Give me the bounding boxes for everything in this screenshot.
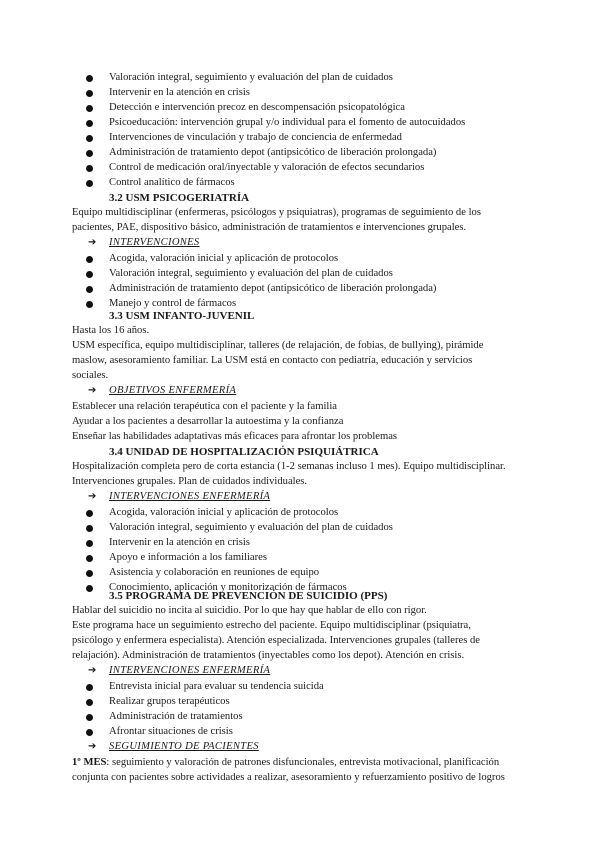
section-heading: 3.2 USM PSICOGERIATRÍA bbox=[109, 192, 250, 204]
paragraph-line: Este programa hace un seguimiento estrecho del paciente. Equipo multidisciplinar (psiquiatra, bbox=[72, 620, 471, 631]
subheading: INTERVENCIONES ENFERMERÍA bbox=[109, 665, 271, 676]
bullet-dot bbox=[86, 729, 93, 736]
bullet-dot bbox=[86, 271, 93, 278]
list-item: Control de medicación oral/inyectable y valoración de efectos secundarios bbox=[109, 162, 425, 173]
paragraph-line: Establecer una relación terapéutica con el paciente y la familia bbox=[72, 401, 337, 412]
list-item: Apoyo e información a los familiares bbox=[109, 552, 267, 563]
bullet-dot bbox=[86, 180, 93, 187]
subheading: OBJETIVOS ENFERMERÍA bbox=[109, 385, 237, 396]
list-item: Manejo y control de fármacos bbox=[109, 298, 237, 309]
subheading: INTERVENCIONES bbox=[109, 237, 200, 248]
subheading: INTERVENCIONES ENFERMERÍA bbox=[109, 491, 271, 502]
bullet-dot bbox=[86, 90, 93, 97]
list-item: Acogida, valoración inicial y aplicación de protocolos bbox=[109, 507, 339, 518]
list-item: Administración de tratamiento depot (antipsicótico de liberación prolongada) bbox=[109, 147, 437, 158]
bullet-dot bbox=[86, 525, 93, 532]
list-item: Administración de tratamiento depot (antipsicótico de liberación prolongada) bbox=[109, 283, 437, 294]
list-item: Valoración integral, seguimiento y evaluación del plan de cuidados bbox=[109, 72, 393, 83]
arrow-icon: ➔ bbox=[88, 665, 97, 676]
list-item: Acogida, valoración inicial y aplicación de protocolos bbox=[109, 253, 339, 264]
paragraph-line: Intervenciones grupales. Plan de cuidados individuales. bbox=[72, 476, 308, 487]
list-item: Intervenciones de vinculación y trabajo de conciencia de enfermedad bbox=[109, 132, 402, 143]
list-item: Detección e intervención precoz en descompensación psicopatológica bbox=[109, 102, 405, 113]
section-heading: 3.5 PROGRAMA DE PREVENCIÓN DE SUICIDIO (PPS) bbox=[109, 590, 388, 602]
paragraph-line: Hasta los 16 años. bbox=[72, 325, 150, 336]
list-item: Intervenir en la atención en crisis bbox=[109, 537, 250, 548]
paragraph-line: maslow, asesoramiento familiar. La USM está en contacto con pediatría, educación y servicios bbox=[72, 355, 473, 366]
bullet-dot bbox=[86, 570, 93, 577]
list-item: Control analítico de fármacos bbox=[109, 177, 235, 188]
paragraph-line: psicólogo y enfermera especialista). Atención especializada. Intervenciones grupales (talleres de bbox=[72, 635, 480, 646]
bullet-dot bbox=[86, 684, 93, 691]
bullet-dot bbox=[86, 699, 93, 706]
paragraph-line: Hablar del suicidio no incita al suicidio. Por lo que hay que hablar de ello con rigor. bbox=[72, 605, 427, 616]
list-item: Valoración integral, seguimiento y evaluación del plan de cuidados bbox=[109, 268, 393, 279]
arrow-icon: ➔ bbox=[88, 491, 97, 502]
section-heading: 3.4 UNIDAD DE HOSPITALIZACIÓN PSIQUIÁTRICA bbox=[109, 446, 379, 458]
list-item: Asistencia y colaboración en reuniones de equipo bbox=[109, 567, 320, 578]
list-item: Realizar grupos terapéuticos bbox=[109, 696, 230, 707]
bullet-dot bbox=[86, 510, 93, 517]
paragraph-line: Equipo multidisciplinar (enfermeras, psicólogos y psiquiatras), programas de seguimiento de los bbox=[72, 207, 481, 218]
bullet-dot bbox=[86, 105, 93, 112]
bullet-dot bbox=[86, 120, 93, 127]
paragraph-line: conjunta con pacientes sobre actividades a realizar, asesoramiento y refuerzamiento positivo de logros bbox=[72, 772, 505, 783]
list-item: Psicoeducación: intervención grupal y/o individual para el fomento de autocuidados bbox=[109, 117, 466, 128]
paragraph-line: pacientes, PAE, dispositivo básico, administración de tratamientos e intervenciones grupales. bbox=[72, 222, 467, 233]
list-item: Administración de tratamientos bbox=[109, 711, 243, 722]
paragraph-line: USM específica, equipo multidisciplinar, talleres (de relajación, de fobias, de bullying), pirámide bbox=[72, 340, 484, 351]
paragraph-line: sociales. bbox=[72, 370, 109, 381]
arrow-icon: ➔ bbox=[88, 741, 97, 752]
list-item: Conocimiento, aplicación y monitorización de fármacos bbox=[109, 582, 347, 593]
bullet-dot bbox=[86, 150, 93, 157]
paragraph-line: relajación). Administración de tratamientos (inyectables como los depot). Atención en crisis. bbox=[72, 650, 465, 661]
bullet-dot bbox=[86, 165, 93, 172]
bullet-dot bbox=[86, 75, 93, 82]
section-heading: 3.3 USM INFANTO-JUVENIL bbox=[109, 310, 255, 322]
paragraph-line: Ayudar a los pacientes a desarrollar la autoestima y la confianza bbox=[72, 416, 344, 427]
subheading: SEGUIMIENTO DE PACIENTES bbox=[109, 741, 259, 752]
paragraph-line: Enseñar las habilidades adaptativas más eficaces para afrontar los problemas bbox=[72, 431, 398, 442]
arrow-icon: ➔ bbox=[88, 385, 97, 396]
bullet-dot bbox=[86, 555, 93, 562]
bullet-dot bbox=[86, 256, 93, 263]
arrow-icon: ➔ bbox=[88, 237, 97, 248]
bullet-dot bbox=[86, 135, 93, 142]
bullet-dot bbox=[86, 540, 93, 547]
bullet-dot bbox=[86, 585, 93, 592]
month-text: : seguimiento y valoración de patrones disfuncionales, entrevista motivacional, planificación bbox=[106, 757, 500, 768]
paragraph-line bbox=[72, 756, 499, 770]
list-item: Afrontar situaciones de crisis bbox=[109, 726, 233, 737]
list-item: Valoración integral, seguimiento y evaluación del plan de cuidados bbox=[109, 522, 393, 533]
bullet-dot bbox=[86, 301, 93, 308]
bullet-dot bbox=[86, 286, 93, 293]
list-item: Intervenir en la atención en crisis bbox=[109, 87, 250, 98]
bullet-dot bbox=[86, 714, 93, 721]
paragraph-line: Hospitalización completa pero de corta estancia (1-2 semanas incluso 1 mes). Equipo multidisciplinar. bbox=[72, 461, 506, 472]
list-item: Entrevista inicial para evaluar su tendencia suicida bbox=[109, 681, 324, 692]
month-label: 1º MES bbox=[72, 757, 107, 768]
